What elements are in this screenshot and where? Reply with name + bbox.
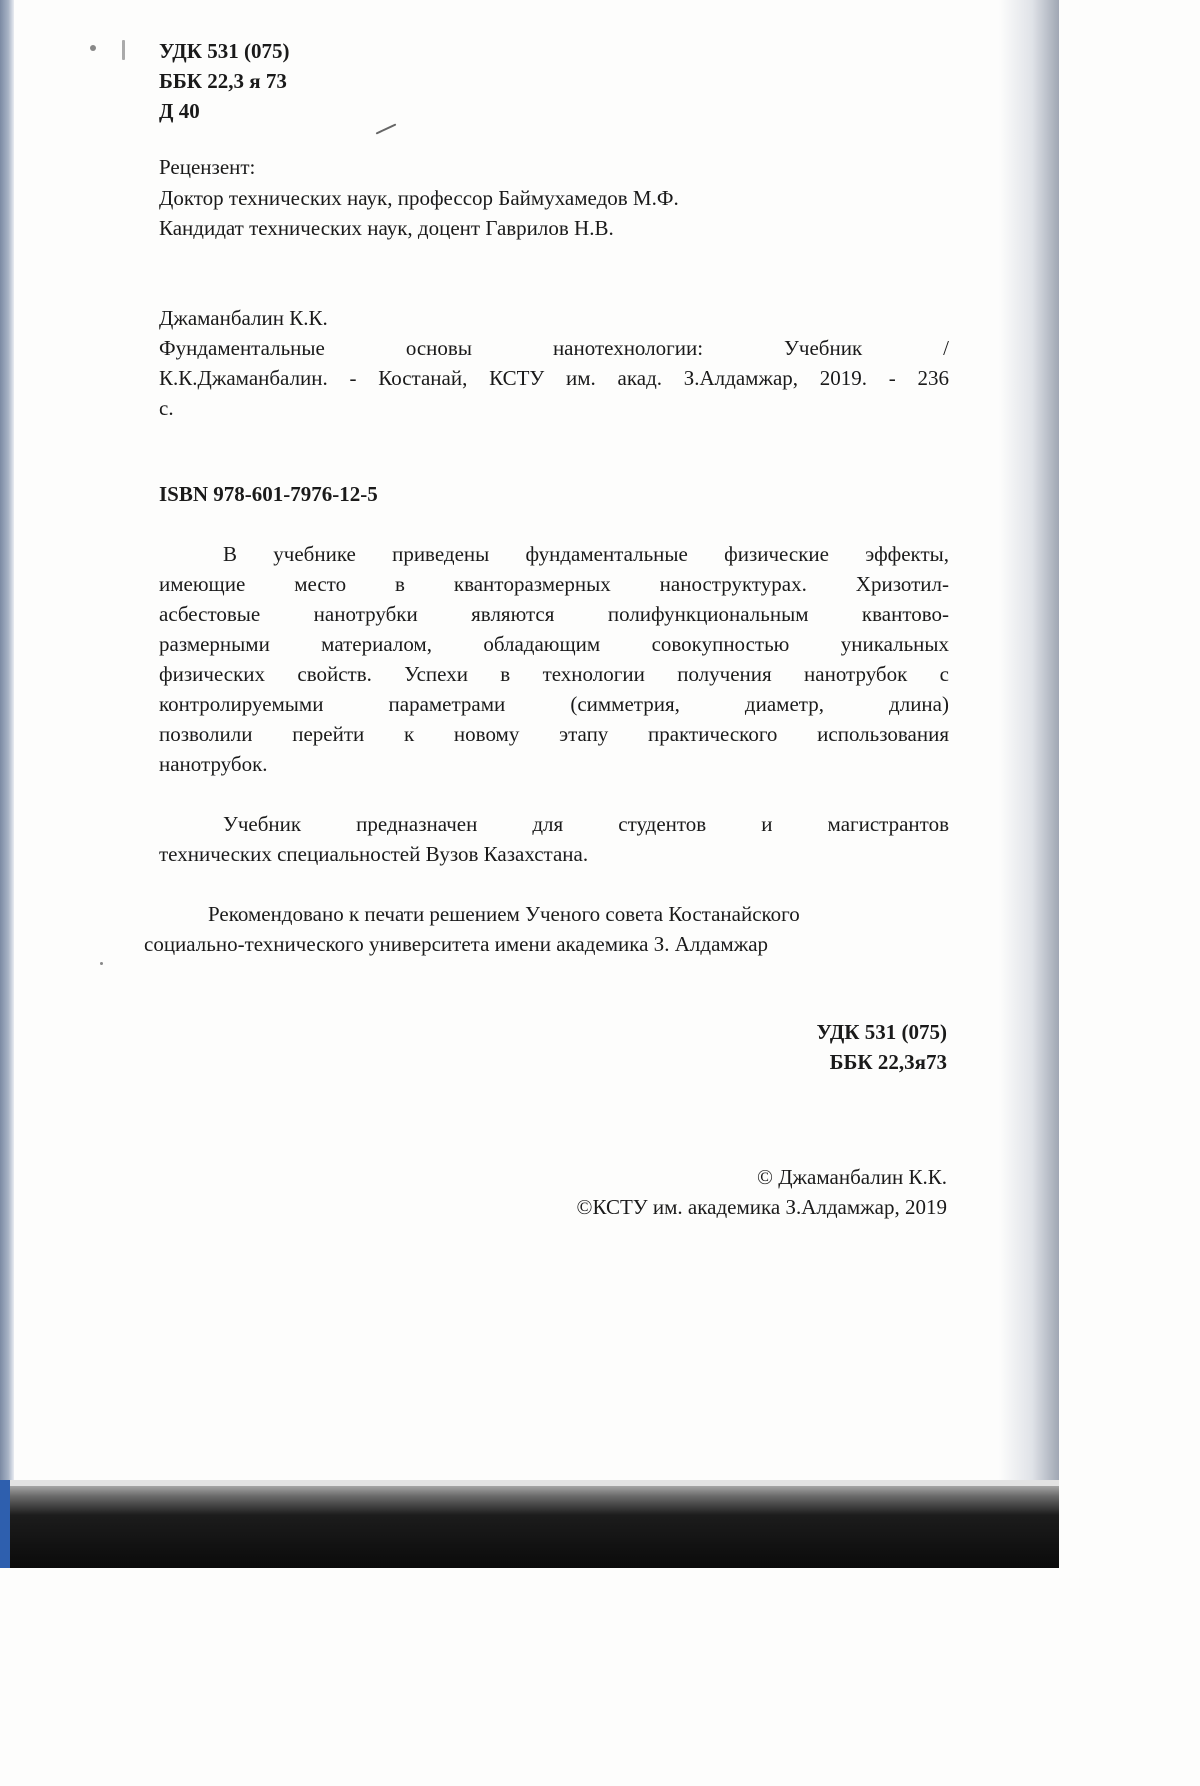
author-code: Д 40 [159,99,200,123]
bibliography-line-3: с. [159,396,174,420]
udk-code: УДК 531 (075) [159,39,290,63]
abstract-line: размерными материалом, обладающим совокупностью уникальных [159,632,949,656]
reviewers-label: Рецензент: [159,155,256,179]
abstract-line: нанотрубок. [159,752,268,776]
abstract-line: имеющие место в квантoразмерных наноструктурах. Хризотил- [159,572,949,596]
scan-bottom-edge-highlight [0,1480,1059,1486]
recommendation-line-1: Рекомендовано к печати решением Ученого совета Костанайского [208,902,800,926]
recommendation-line-2: социально-технического университета имени академика З. Алдамжар [144,932,769,956]
reviewer-1: Доктор технических наук, профессор Баймухамедов М.Ф. [159,186,679,210]
footer-bbk-code: ББК 22,3я73 [829,1050,947,1074]
bbk-code: ББК 22,3 я 73 [159,69,287,93]
bibliography-line-2: К.К.Джаманбалин. - Костанай, КСТУ им. акад. З.Алдамжар, 2019. - 236 [159,366,949,390]
audience-line-2: технических специальностей Вузов Казахстана. [159,842,589,866]
abstract-line: В учебнике приведены фундаментальные физические эффекты, [223,542,949,566]
bibliography-line-1: Фундаментальные основы нанотехнологии: Учебник / [159,336,949,360]
reviewer-2: Кандидат технических наук, доцент Гаврилов Н.В. [159,216,614,240]
abstract-line: позволили перейти к новому этапу практического использования [159,722,949,746]
abstract-line: асбестовые нанотрубки являются полифункциональным квантово- [159,602,949,626]
scan-blue-stripe [0,1480,10,1568]
copyright-institution: ©КСТУ им. академика З.Алдамжар, 2019 [576,1195,947,1219]
audience-line-1: Учебник предназначен для студентов и магистрантов [223,812,949,836]
abstract-line: контролируемыми параметрами (симметрия, диаметр, длина) [159,692,949,716]
isbn: ISBN 978-601-7976-12-5 [159,482,378,506]
scan-bottom-edge [0,1480,1059,1568]
bibliography-author: Джаманбалин К.К. [159,306,328,330]
abstract-line: физических свойств. Успехи в технологии получения нанотрубок с [159,662,949,686]
copyright-author: © Джаманбалин К.К. [757,1165,947,1189]
footer-udk-code: УДК 531 (075) [816,1020,947,1044]
